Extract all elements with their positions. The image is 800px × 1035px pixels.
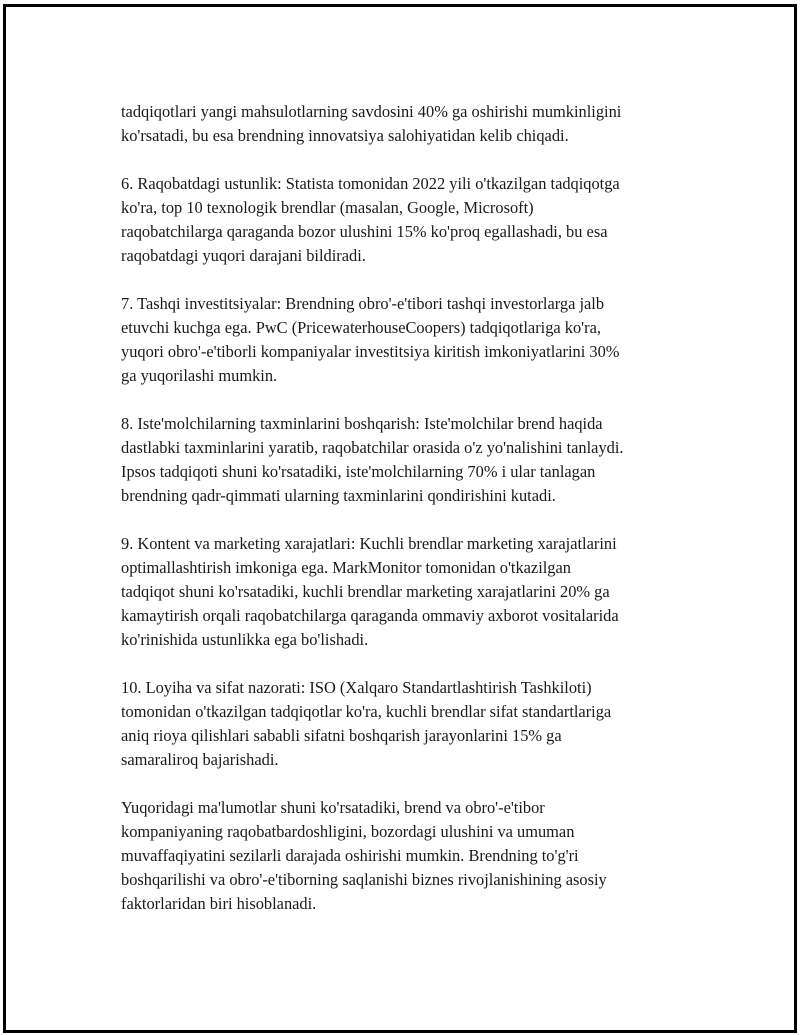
text-line: Yuqoridagi ma'lumotlar shuni ko'rsatadiki, brend va obro'-e'tibor (121, 798, 545, 817)
paragraph-item-10 (121, 676, 701, 772)
text-line: kompaniyaning raqobatbardoshligini, bozordagi ulushini va umuman (121, 822, 575, 841)
text-line: Ipsos tadqiqoti shuni ko'rsatadiki, iste'molchilarning 70% i ular tanlagan (121, 462, 596, 481)
text-line: tadqiqotlari yangi mahsulotlarning savdosini 40% ga oshirishi mumkinligini (121, 102, 622, 121)
text-line: ko'rsatadi, bu esa brendning innovatsiya salohiyatidan kelib chiqadi. (121, 126, 569, 145)
text-line: boshqarilishi va obro'-e'tiborning saqlanishi biznes rivojlanishining asosiy (121, 870, 607, 889)
paragraph-item-9 (121, 532, 701, 652)
text-line: 8. Iste'molchilarning taxminlarini boshqarish: Iste'molchilar brend haqida (121, 414, 603, 433)
text-line: ko'rinishida ustunlikka ega bo'lishadi. (121, 630, 369, 649)
paragraph-continuation (121, 100, 701, 148)
text-line: kamaytirish orqali raqobatchilarga qaraganda ommaviy axborot vositalarida (121, 606, 619, 625)
text-line: dastlabki taxminlarini yaratib, raqobatchilar orasida o'z yo'nalishini tanlaydi. (121, 438, 624, 457)
paragraph-item-6 (121, 172, 701, 268)
paragraph-item-7 (121, 292, 701, 388)
text-line: 6. Raqobatdagi ustunlik: Statista tomonidan 2022 yili o'tkazilgan tadqiqotga (121, 174, 620, 193)
text-line: etuvchi kuchga ega. PwC (PricewaterhouseCoopers) tadqiqotlariga ko'ra, (121, 318, 601, 337)
text-line: 7. Tashqi investitsiyalar: Brendning obro'-e'tibori tashqi investorlarga jalb (121, 294, 605, 313)
text-line: ko'ra, top 10 texnologik brendlar (masalan, Google, Microsoft) (121, 198, 534, 217)
text-line: optimallashtirish imkoniga ega. MarkMonitor tomonidan o'tkazilgan (121, 558, 571, 577)
paragraph-item-8 (121, 412, 701, 508)
text-line: raqobatdagi yuqori darajani bildiradi. (121, 246, 366, 265)
text-line: ga yuqorilashi mumkin. (121, 366, 278, 385)
text-line: tomonidan o'tkazilgan tadqiqotlar ko'ra, kuchli brendlar sifat standartlariga (121, 702, 612, 721)
document-body (121, 100, 701, 940)
text-line: 9. Kontent va marketing xarajatlari: Kuchli brendlar marketing xarajatlarini (121, 534, 617, 553)
text-line: 10. Loyiha va sifat nazorati: ISO (Xalqaro Standartlashtirish Tashkiloti) (121, 678, 592, 697)
text-line: raqobatchilarga qaraganda bozor ulushini 15% ko'proq egallashadi, bu esa (121, 222, 608, 241)
text-line: muvaffaqiyatini sezilarli darajada oshirishi mumkin. Brendning to'g'ri (121, 846, 579, 865)
page-frame (3, 4, 797, 1033)
text-line: yuqori obro'-e'tiborli kompaniyalar investitsiya kiritish imkoniyatlarini 30% (121, 342, 620, 361)
text-line: aniq rioya qilishlari sababli sifatni boshqarish jarayonlarini 15% ga (121, 726, 562, 745)
paragraph-conclusion (121, 796, 701, 916)
text-line: brendning qadr-qimmati ularning taxminlarini qondirishini kutadi. (121, 486, 556, 505)
text-line: faktorlaridan biri hisoblanadi. (121, 894, 317, 913)
text-line: tadqiqot shuni ko'rsatadiki, kuchli brendlar marketing xarajatlarini 20% ga (121, 582, 610, 601)
text-line: samaraliroq bajarishadi. (121, 750, 279, 769)
